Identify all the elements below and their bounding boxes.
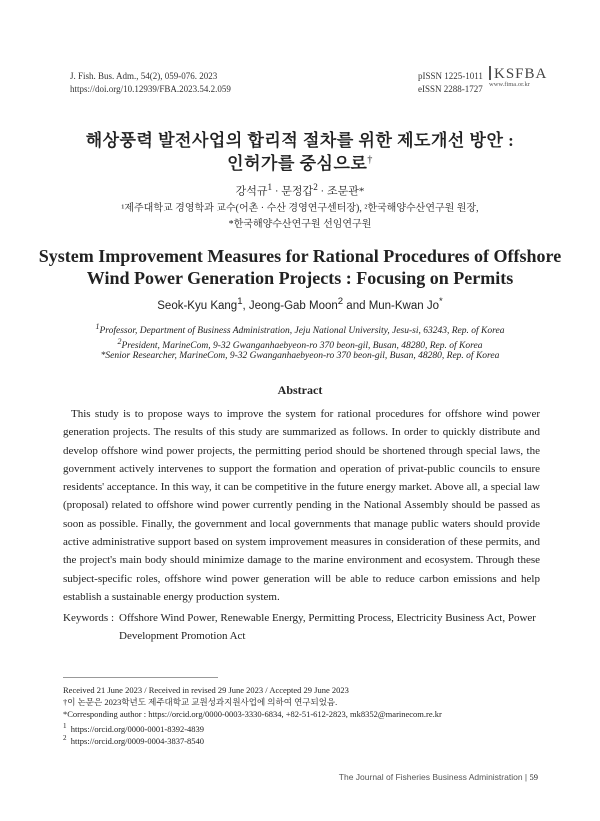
author-sup: 2 — [337, 296, 344, 307]
english-authors: Seok-Kyu Kang$^1$, Jeong-Gab Moon$^2$ and Mun-Kwan Jo* — [157, 296, 443, 312]
ksfba-logo — [489, 66, 549, 88]
title-dagger-mark: † — [367, 154, 373, 166]
footer-journal-name: The Journal of Fisheries Business Administration — [338, 772, 523, 782]
logo-text: KSFBA — [494, 66, 548, 82]
eissn: eISSN 2288-1727 — [418, 84, 483, 94]
korean-affiliation-line1: ¹제주대학교 경영학과 교수(어촌 · 수산 경영연구센터장), ²한국해양수산연구원 원장, — [121, 203, 479, 214]
english-author-name: Seok-Kyu Kang — [157, 299, 238, 312]
english-author-name: Jeong-Gab Moon — [248, 299, 338, 312]
english-title-line1: System Improvement Measures for Rational Procedures of Offshore — [38, 246, 562, 266]
logo-bar-icon — [489, 66, 491, 80]
page-footer — [339, 772, 538, 782]
orcid-link[interactable]: https://orcid.org/0009-0004-3837-8540 — [70, 735, 205, 746]
author-sup: 1 — [237, 296, 243, 307]
orcid-sup: 2 — [63, 734, 67, 742]
english-author-name: Mun-Kwan Jo — [368, 299, 439, 312]
author-sup: * — [358, 185, 365, 198]
journal-citation: J. Fish. Bus. Adm., 54(2), 059-076. 2023 — [70, 71, 218, 81]
orcid-sup: 1 — [63, 722, 67, 730]
author-separator: · — [317, 185, 327, 198]
korean-authors — [40, 182, 560, 199]
doi-link[interactable]: https://doi.org/10.12939/FBA.2023.54.2.059 — [70, 84, 231, 94]
corresponding-author: *Corresponding author : https://orcid.org/0000-0003-3330-6834, +82-51-612-2823, mk8352@marinecom.re.kr — [63, 709, 442, 719]
aff-sup: 1 — [95, 322, 100, 331]
keywords-label: Keywords : — [63, 612, 115, 624]
english-title-line2: Wind Power Generation Projects : Focusing on Permits — [86, 268, 514, 288]
author-sup: * — [439, 296, 443, 307]
journal-header-left — [70, 70, 231, 96]
page-number: 59 — [529, 772, 538, 782]
korean-title-line1: 해상풍력 발전사업의 합리적 절차를 위한 제도개선 방안 : — [85, 131, 515, 150]
orcid-link[interactable]: https://orcid.org/0000-0001-8392-4839 — [70, 723, 205, 734]
pissn: pISSN 1225-1011 — [418, 71, 483, 81]
footer-separator: | — [522, 772, 530, 782]
abstract-heading: Abstract — [277, 383, 323, 397]
issn-block — [418, 70, 483, 96]
aff-text: President, MarineCom, 9-32 Gwanganhaebyeon-ro 370 beon-gil, Busan, 48280, Rep. of Korea — [121, 341, 483, 352]
aff-text: Senior Researcher, MarineCom, 9-32 Gwanganhaebyeon-ro 370 beon-gil, Busan, 48280, Rep. of Korea — [105, 351, 500, 361]
keywords-text: Offshore Wind Power, Renewable Energy, Permitting Process, Electricity Business Act, Power Development Promotion Act — [119, 612, 536, 642]
received-dates: Received 21 June 2023 / Received in revised 29 June 2023 / Accepted 29 June 2023 — [63, 685, 349, 695]
korean-title-text: 인허가를 중심으로 — [227, 154, 368, 173]
author-sup: 2 — [313, 182, 318, 192]
korean-title-line2 — [40, 149, 560, 174]
korean-author-name: 강석규 — [235, 185, 268, 198]
funding-note: †이 논문은 2023학년도 제주대학교 교원성과지원사업에 의하여 연구되었음. — [63, 697, 338, 707]
aff-sup: * — [100, 351, 106, 361]
abstract-body: This study is to propose ways to improve the system for rational procedures for offshore wind power generation projects. The results of this study are summarized as follows. In order to quickly distribute and develop offshore wind power projects, the permitting period should be shortened through special laws, the government actively intervenes to support the formation and operation of privat-public councils to ensure residents' acceptance. In this way, it can be competitive in the future energy market. Above all, a special law (proposal) related to offshore wind power currently pending in the National Assembly should be passed as soon as possible. Finally, the government and local governments that manage public waters should provide active administrative support based on system improvement measures in consideration of these permits, and the project's main body should minimize damage to the marine environment and ecosystem. Through these subject-specific roles, offshore wind power generation will be able to reduce carbon emissions and help establish a sustainable energy production system. — [63, 408, 540, 603]
korean-author-name: 문정갑 — [281, 185, 314, 198]
footnote-divider — [63, 677, 218, 678]
aff-text: Professor, Department of Business Administration, Jeju National University, Jesu-si, 63243, Rep. of Korea — [99, 326, 505, 337]
aff-sup: 2 — [117, 337, 122, 346]
orcid-2 — [63, 732, 204, 747]
korean-affiliation-line2: *한국해양수산연구원 선임연구원 — [228, 219, 372, 230]
author-separator: · — [272, 185, 282, 198]
logo-url: www.fima.or.kr — [489, 81, 530, 88]
english-affiliation — [30, 349, 570, 364]
korean-author-name: 조문관 — [326, 185, 359, 198]
author-sup: 1 — [267, 182, 273, 192]
